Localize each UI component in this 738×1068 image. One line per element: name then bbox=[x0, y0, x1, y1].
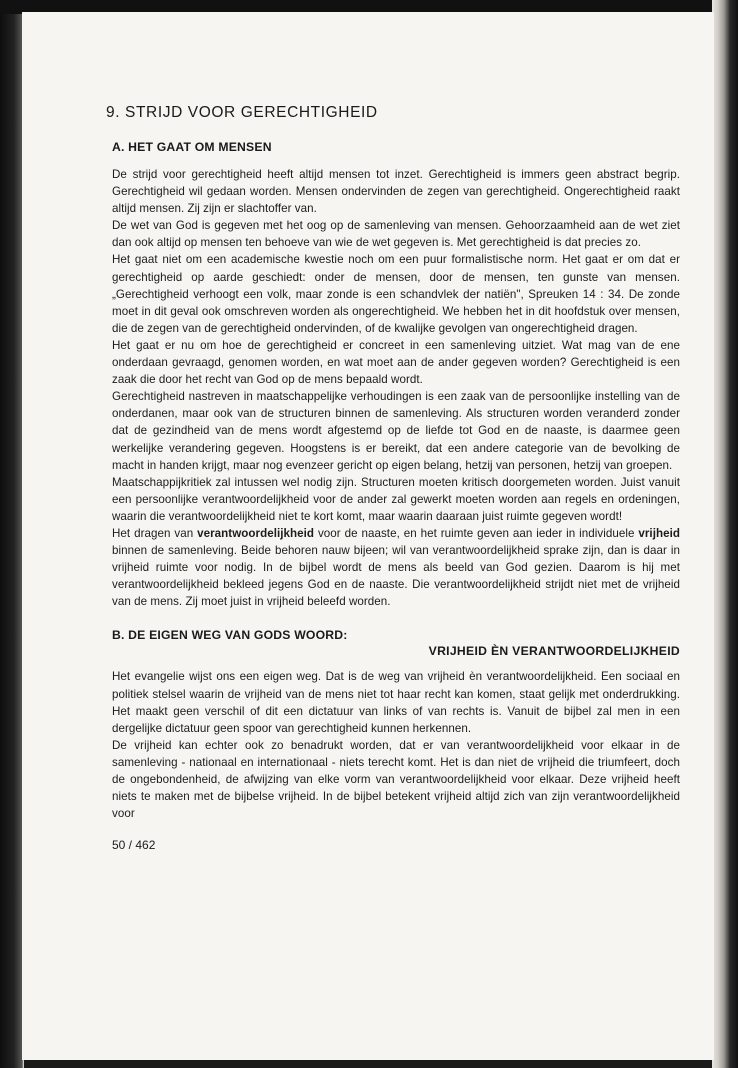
section-a-paragraph: Gerechtigheid nastreven in maatschappelijke verhoudingen is een zaak van de persoonlijke instelling van de onderdanen, maar ook van de structuren binnen de samenleving. Als structuren worden veranderd zonder dat de gezindheid van de mens wordt afgestemd op de liefde tot God en de naaste, is daarmee geen werkelijke verandering gegeven. Hoogstens is er bereikt, dat een andere categorie van de bevolking de macht in handen krijgt, maar nog evenzeer gericht op eigen belang, hetzij van personen, hetzij van groepen. bbox=[112, 390, 680, 472]
section-a-paragraph: Maatschappijkritiek zal intussen wel nodig zijn. Structuren moeten kritisch doorgemeten worden. Juist vanuit een persoonlijke verantwoordelijkheid voor de ander zal gewerkt moeten worden aan regels en ordeningen, waarin die verantwoordelijkheid niet te kort komt, maar waarin daaraan juist ruimte gegeven wordt! bbox=[112, 475, 680, 523]
section-a-paragraph: Het gaat niet om een academische kwestie noch om een puur formalistische norm. Het gaat er om dat er gerechtigheid op aarde geschiedt: onder de mensen, door de mensen, ten gunste van mensen. „Gerechtigheid verhoogt een volk, maar zonde is een schandvlek der natiën", Spreuken 14 : 34. De zonde moet in dit geval ook omschreven worden als ongerechtigheid. We hebben het in dit hoofdstuk over mensen, die de zegen van de gerechtigheid ondervinden, of de kwalijke gevolgen van ongerechtigheid dragen. bbox=[112, 253, 680, 335]
scan-left-edge bbox=[0, 0, 24, 1068]
text-run: binnen de samenleving. Beide behoren nauw bijeen; wil van verantwoordelijkheid sprake zijn, dan is daar in vrijheid ruimte voor nodig. In de bijbel wordt de mens als beeld van God gezien. Daarom is hij met verantwoordelijkheid bekleed jegens God en de naaste. Die verantwoordelijkheid strijdt niet met de vrijheid van de mens. Zij moet juist in vrijheid beleefd worden. bbox=[112, 544, 680, 609]
text-run: voor de naaste, en het ruimte geven aan ieder in individuele bbox=[314, 526, 639, 540]
section-a-paragraph: De wet van God is gegeven met het oog op de samenleving van mensen. Gehoorzaamheid aan de wet ziet dan ook altijd op mensen ten behoeve van wie de wet gegeven is. Met gerechtigheid is dat precies zo. bbox=[112, 219, 680, 250]
scan-right-edge bbox=[712, 0, 738, 1068]
text-run: Het dragen van bbox=[112, 526, 198, 540]
emphasis-responsibility: verantwoordelijkheid bbox=[197, 526, 315, 540]
section-b-paragraph: De vrijheid kan echter ook zo benadrukt worden, dat er van verantwoordelijkheid voor elkaar in de samenleving - nationaal en internationaal - niets terecht komt. Het is dan niet de vrijheid die triumfeert, doch de ongebondenheid, de afwijzing van elke vorm van verantwoordelijkheid voor elkaar. Deze vrijheid heeft niets te maken met de bijbelse vrijheid. In de bijbel betekent vrijheid altijd zich van zijn verantwoordelijkheid voor bbox=[112, 738, 680, 821]
chapter-title: 9. STRIJD VOOR GERECHTIGHEID bbox=[106, 104, 378, 121]
emphasis-freedom: vrijheid bbox=[638, 526, 681, 540]
page-content bbox=[106, 104, 681, 853]
section-a-paragraph: Het gaat er nu om hoe de gerechtigheid er concreet in een samenleving uitziet. Wat mag van de ene onderdaan gevraagd, genomen worden, en wat moet aan de ander gegeven worden? Gerechtigheid is een zaak die door het recht van God op de mens bepaald wordt. bbox=[112, 338, 680, 387]
page-number: 50 / 462 bbox=[112, 838, 156, 853]
section-a-title: A. HET GAAT OM MENSEN bbox=[112, 140, 272, 154]
section-b-subtitle: VRIJHEID ÈN VERANTWOORDELIJKHEID bbox=[428, 644, 680, 659]
section-b-title: B. DE EIGEN WEG VAN GODS WOORD: bbox=[112, 628, 348, 643]
section-a-last-paragraph bbox=[112, 525, 680, 610]
section-a-paragraph: De strijd voor gerechtigheid heeft altijd mensen tot inzet. Gerechtigheid is immers geen abstract begrip. Gerechtigheid wil gedaan worden. Mensen ondervinden de zegen van gerechtigheid. Ongerechtigheid raakt altijd mensen. Zij zijn er slachtoffer van. bbox=[112, 168, 680, 216]
document-page bbox=[22, 12, 714, 1060]
section-b-paragraph: Het evangelie wijst ons een eigen weg. Dat is de weg van vrijheid èn verantwoordelijkheid. Een sociaal en politiek stelsel waarin de vrijheid van de mens niet tot haar recht kan komen, staat gelijk met onderdrukking. Het maakt geen verschil of dit een dictatuur van links of van rechts is. Vanuit de bijbel zal men in een dergelijke dictatuur geen spoor van gerechtigheid kunnen herkennen. bbox=[112, 670, 680, 735]
